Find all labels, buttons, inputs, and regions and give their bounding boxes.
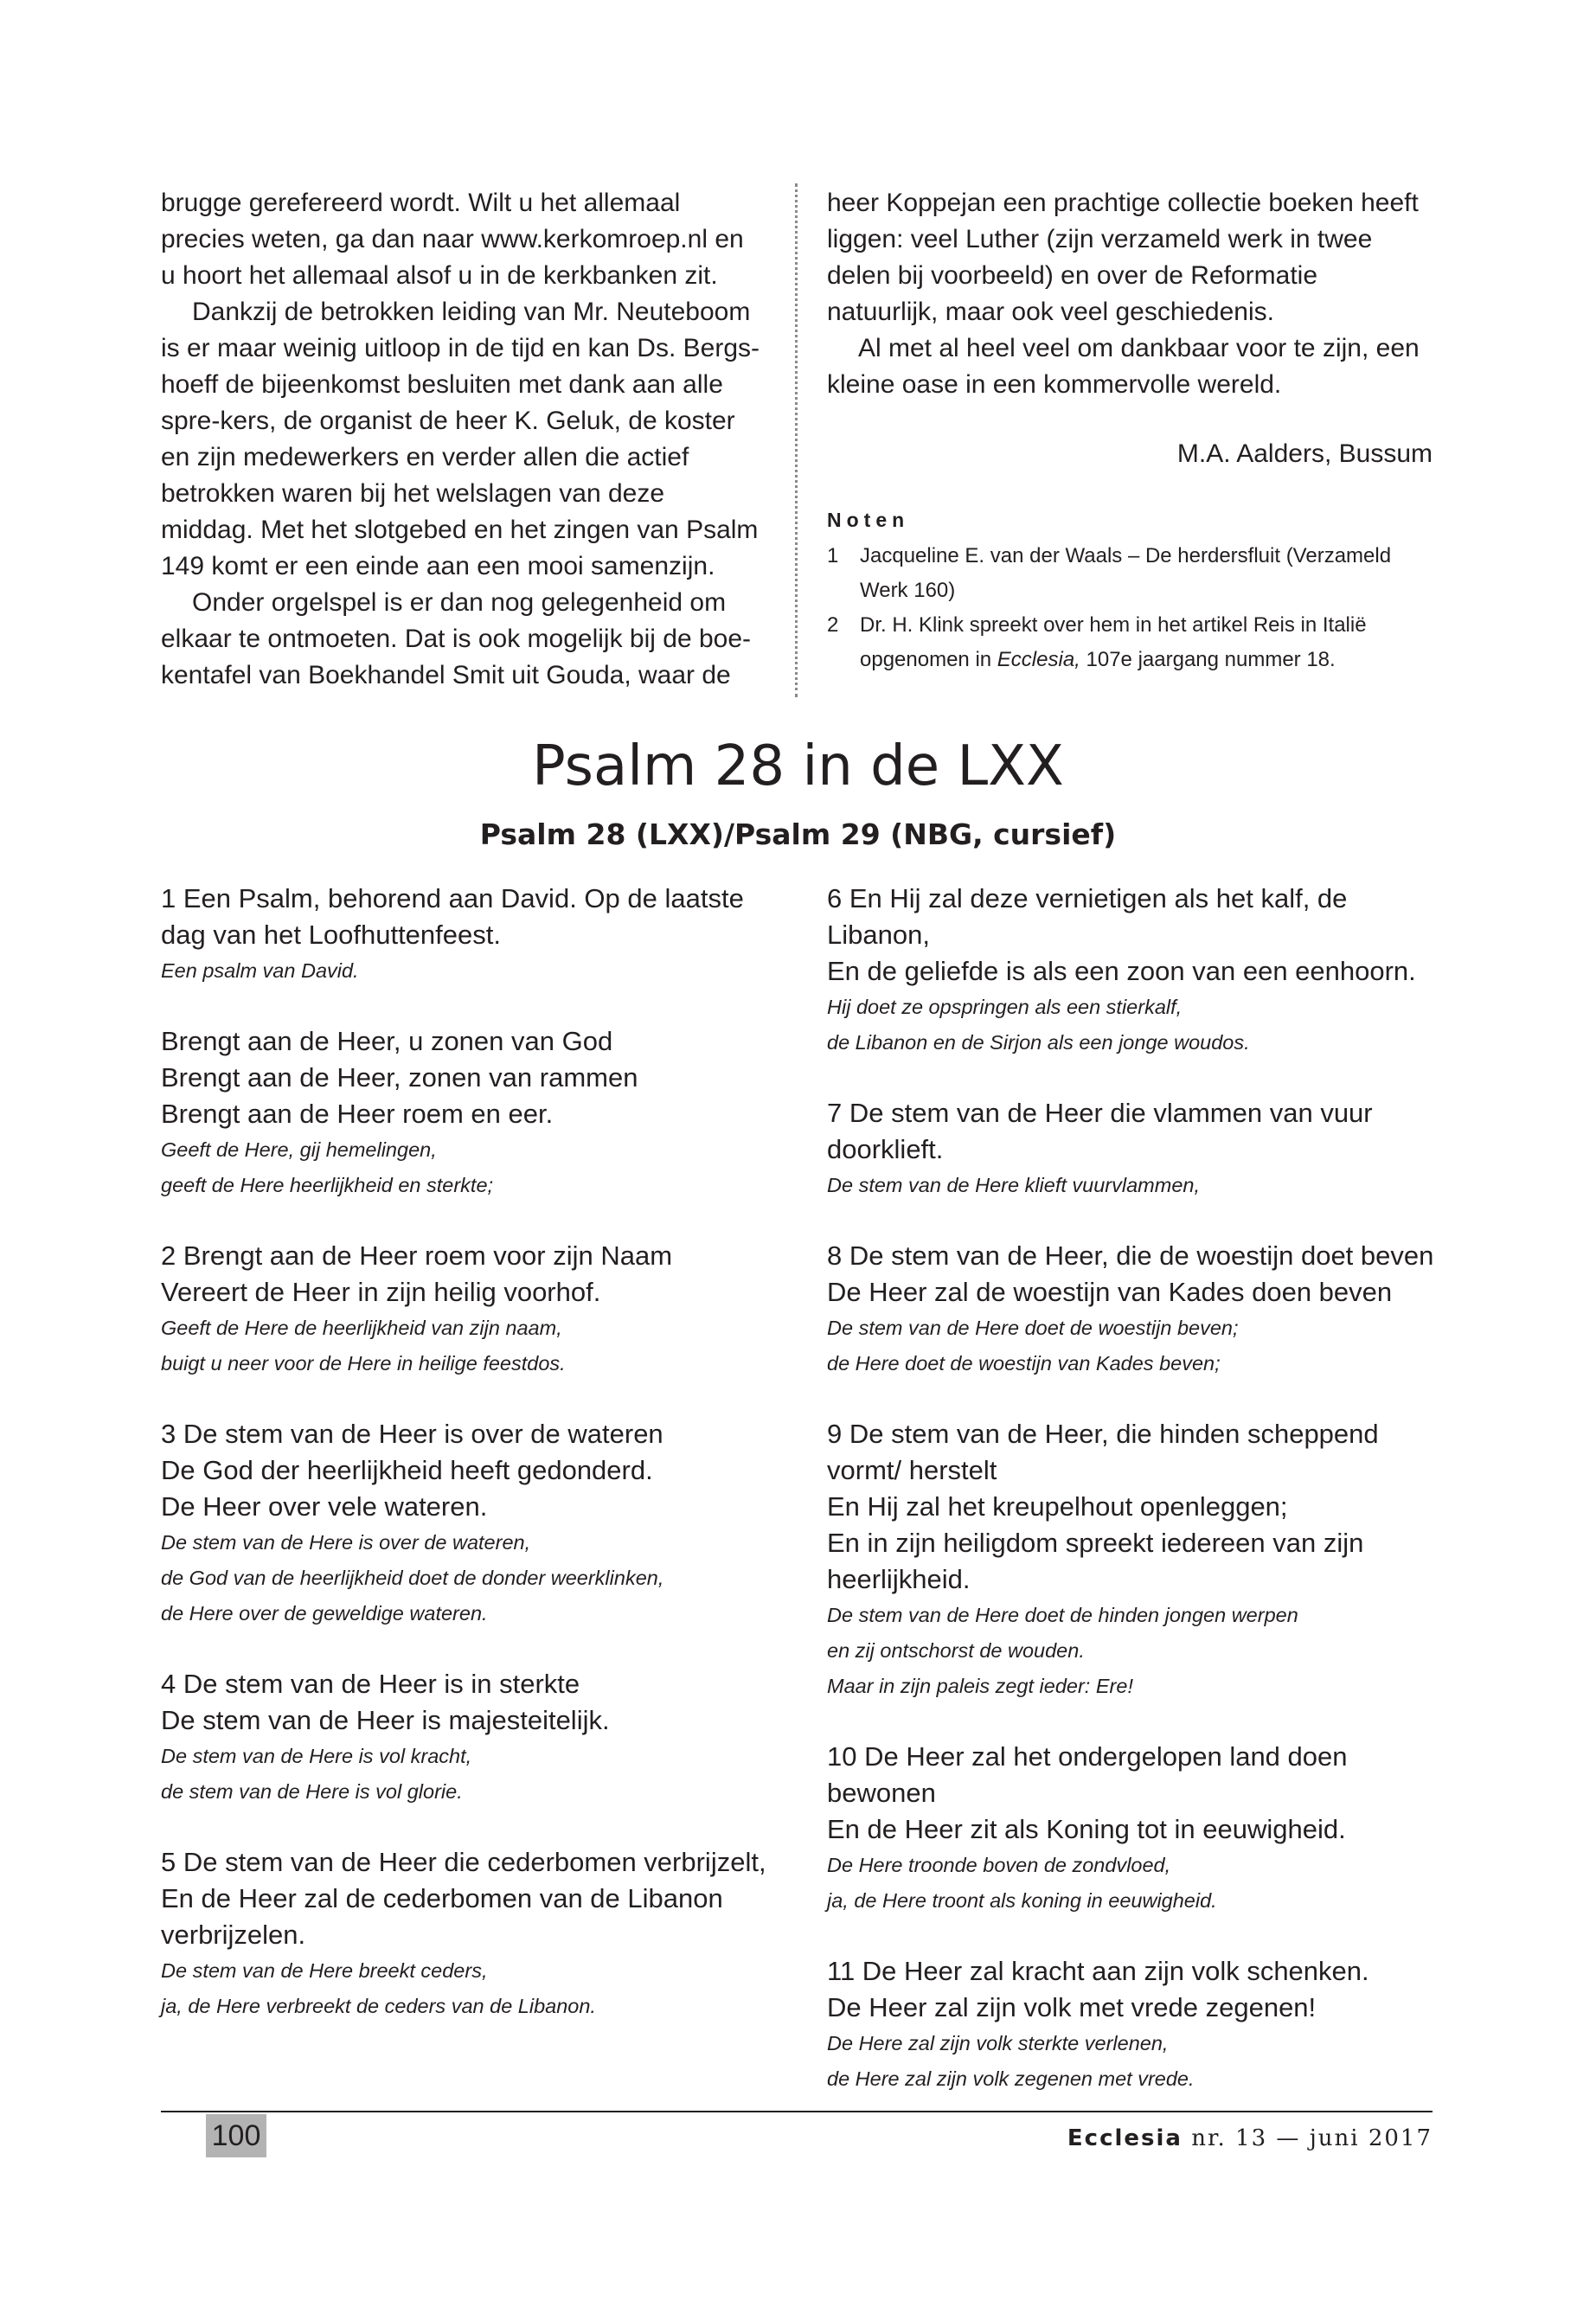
- verse-line: ja, de Here troont als koning in eeuwigheid.: [827, 1889, 1217, 1912]
- verse-line: En in zijn heiligdom spreekt iedereen van zijn heerlijkheid.: [827, 1528, 1364, 1594]
- verse-nbg-text: [827, 1848, 1443, 1919]
- verse-line: de Libanon en de Sirjon als een jonge woudos.: [827, 1031, 1250, 1054]
- footnote-journal: Ecclesia,: [997, 648, 1080, 671]
- verse-line: Een psalm van David.: [161, 959, 359, 982]
- verse-line: De stem van de Here doet de woestijn beven;: [827, 1317, 1239, 1339]
- footnote-text: [860, 608, 1433, 677]
- verse-line: De Heer over vele wateren.: [161, 1491, 488, 1522]
- footer-rule: [161, 2111, 1433, 2112]
- footer-issue: [1067, 2121, 1433, 2156]
- footer-journal: Ecclesia: [1067, 2125, 1183, 2151]
- verse-lxx-text: [827, 1416, 1443, 1598]
- verse-nbg-text: [161, 1311, 777, 1381]
- article-paragraph: brugge gerefereerd wordt. Wilt u het allemaal precies weten, ga dan naar www.kerkomroep.nl en u hoort het allemaal alsof u in de kerkbanken zit.: [161, 189, 744, 290]
- verse-line: 5 De stem van de Heer die cederbomen verbrijzelt,: [161, 1847, 766, 1877]
- verse-line: De Here zal zijn volk sterkte verlenen,: [827, 2032, 1169, 2054]
- verse-line: Brengt aan de Heer roem en eer.: [161, 1099, 554, 1129]
- verse-line: de God van de heerlijkheid doet de donder weerklinken,: [161, 1567, 664, 1589]
- footer-issue-number: nr. 13 — juni 2017: [1191, 2125, 1433, 2151]
- verse-line: De stem van de Here is over de wateren,: [161, 1531, 531, 1554]
- article-paragraph: Dankzij de betrokken leiding van Mr. Neuteboom is er maar weinig uitloop in de tijd en kan Ds. Bergs-hoeff de bijeenkomst besluiten met dank aan alle spre-kers, de organist de heer K. Geluk, de koster en zijn medewerkers en verder allen die actief betrokken waren bij het welslagen van deze middag. Met het slotgebed en het zingen van Psalm 149 komt er een einde aan een mooi samenzijn.: [161, 298, 760, 580]
- article-paragraph: Onder orgelspel is er dan nog gelegenheid om elkaar te ontmoeten. Dat is ook mogelijk bij de boe-kentafel van Boekhandel Smit uit Gouda, waar de: [161, 588, 752, 689]
- psalm-verse: [161, 1238, 777, 1381]
- verse-line: Brengt aan de Heer, u zonen van God: [161, 1026, 613, 1056]
- footnote-text-after: 107e jaargang nummer 18.: [1080, 648, 1336, 671]
- verse-line: De stem van de Heer is majesteitelijk.: [161, 1705, 610, 1735]
- page-number: 100: [206, 2114, 266, 2157]
- verse-nbg-text: [827, 1168, 1443, 1203]
- verse-lxx-text: [827, 1095, 1443, 1168]
- verse-nbg-text: [827, 1598, 1443, 1704]
- verse-line: De stem van de Here breekt ceders,: [161, 1959, 488, 1982]
- psalm-verse: [161, 1416, 777, 1631]
- verse-line: 3 De stem van de Heer is over de wateren: [161, 1419, 663, 1449]
- verse-line: De stem van de Here doet de hinden jongen werpen: [827, 1604, 1298, 1626]
- verse-line: Vereert de Heer in zijn heilig voorhof.: [161, 1277, 601, 1307]
- verse-line: de Here over de geweldige wateren.: [161, 1602, 488, 1625]
- verse-line: Hij doet ze opspringen als een stierkalf,: [827, 996, 1183, 1018]
- verse-lxx-text: [161, 1023, 777, 1132]
- psalm-left-column: [161, 881, 777, 2059]
- psalm-verse: [827, 1238, 1443, 1381]
- psalm-verse: [161, 1666, 777, 1810]
- psalm-verse: [827, 1416, 1443, 1704]
- verse-nbg-text: [161, 1739, 777, 1810]
- footnote-text: Jacqueline E. van der Waals – De herdersfluit (Verzameld Werk 160): [860, 544, 1392, 602]
- article-paragraph: Al met al heel veel om dankbaar voor te zijn, een kleine oase in een kommervolle wereld.: [827, 334, 1420, 399]
- verse-line: de Here zal zijn volk zegenen met vrede.: [827, 2067, 1195, 2090]
- verse-line: De Heer zal de woestijn van Kades doen beven: [827, 1277, 1393, 1307]
- verse-nbg-text: [161, 1953, 777, 2024]
- verse-lxx-text: [161, 1416, 777, 1525]
- verse-line: De Here troonde boven de zondvloed,: [827, 1854, 1171, 1876]
- notes-heading: Noten: [827, 509, 910, 531]
- verse-line: En de Heer zal de cederbomen van de Libanon verbrijzelen.: [161, 1883, 723, 1950]
- psalm-verse: [827, 1953, 1443, 2097]
- verse-line: En Hij zal het kreupelhout openleggen;: [827, 1491, 1288, 1522]
- verse-lxx-text: [827, 1238, 1443, 1311]
- verse-line: De stem van de Here is vol kracht,: [161, 1745, 472, 1767]
- verse-lxx-text: [161, 881, 777, 953]
- verse-nbg-text: [161, 953, 777, 989]
- verse-line: 10 De Heer zal het ondergelopen land doen bewonen: [827, 1741, 1348, 1808]
- verse-lxx-text: [161, 1666, 777, 1739]
- psalm-right-column: [827, 881, 1443, 2131]
- footnote-number: 1: [827, 544, 839, 567]
- article-paragraph: heer Koppejan een prachtige collectie boeken heeft liggen: veel Luther (zijn verzameld werk in twee delen bij voorbeeld) en over de Reformatie natuurlijk, maar ook veel geschiedenis.: [827, 189, 1419, 326]
- verse-line: 11 De Heer zal kracht aan zijn volk schenken.: [827, 1956, 1369, 1986]
- verse-line: De stem van de Here klieft vuurvlammen,: [827, 1174, 1200, 1196]
- verse-line: De Heer zal zijn volk met vrede zegenen!: [827, 1992, 1317, 2022]
- verse-line: Geeft de Here, gij hemelingen,: [161, 1138, 437, 1161]
- psalm-subtitle: Psalm 28 (LXX)/Psalm 29 (NBG, cursief): [479, 817, 1117, 851]
- verse-line: De God der heerlijkheid heeft gedonderd.: [161, 1455, 653, 1485]
- verse-lxx-text: [161, 1844, 777, 1953]
- article-right-column: [827, 185, 1433, 677]
- verse-line: de Here doet de woestijn van Kades beven;: [827, 1352, 1221, 1375]
- author-signature: M.A. Aalders, Bussum: [1176, 439, 1433, 468]
- psalm-verse: [827, 1739, 1443, 1919]
- verse-nbg-text: [161, 1132, 777, 1203]
- verse-nbg-text: [827, 990, 1443, 1061]
- verse-line: en zij ontschorst de wouden.: [827, 1639, 1085, 1662]
- footnote: [827, 608, 1433, 677]
- psalm-verse: [161, 1023, 777, 1203]
- verse-line: ja, de Here verbreekt de ceders van de Libanon.: [161, 1995, 596, 2017]
- verse-line: Geeft de Here de heerlijkheid van zijn naam,: [161, 1317, 562, 1339]
- verse-line: En de Heer zit als Koning tot in eeuwigheid.: [827, 1814, 1346, 1844]
- psalm-verse: [161, 1844, 777, 2024]
- article-left-column: [161, 185, 763, 694]
- verse-line: 1 Een Psalm, behorend aan David. Op de laatste dag van het Loofhuttenfeest.: [161, 883, 744, 950]
- psalm-title: Psalm 28 in de LXX: [532, 734, 1064, 798]
- column-divider: [795, 183, 798, 697]
- verse-nbg-text: [827, 2026, 1443, 2097]
- verse-line: de stem van de Here is vol glorie.: [161, 1780, 463, 1803]
- footnote-number: 2: [827, 613, 839, 637]
- verse-line: geeft de Here heerlijkheid en sterkte;: [161, 1174, 494, 1196]
- verse-line: 9 De stem van de Heer, die hinden scheppend vormt/ herstelt: [827, 1419, 1379, 1485]
- verse-line: 8 De stem van de Heer, die de woestijn doet beven: [827, 1240, 1434, 1271]
- verse-lxx-text: [827, 1953, 1443, 2026]
- verse-line: Brengt aan de Heer, zonen van rammen: [161, 1062, 638, 1093]
- psalm-verse: [827, 1095, 1443, 1203]
- verse-line: 2 Brengt aan de Heer roem voor zijn Naam: [161, 1240, 673, 1271]
- verse-line: En de geliefde is als een zoon van een eenhoorn.: [827, 956, 1416, 986]
- verse-line: 6 En Hij zal deze vernietigen als het kalf, de Libanon,: [827, 883, 1348, 950]
- psalm-verse: [827, 881, 1443, 1061]
- verse-line: Maar in zijn paleis zegt ieder: Ere!: [827, 1675, 1133, 1697]
- verse-line: 4 De stem van de Heer is in sterkte: [161, 1669, 580, 1699]
- verse-nbg-text: [161, 1525, 777, 1631]
- verse-lxx-text: [827, 881, 1443, 990]
- verse-line: buigt u neer voor de Here in heilige feestdos.: [161, 1352, 566, 1375]
- footnote: [827, 539, 1433, 608]
- verse-lxx-text: [161, 1238, 777, 1311]
- verse-line: 7 De stem van de Heer die vlammen van vuur doorklieft.: [827, 1098, 1373, 1164]
- psalm-verse: [161, 881, 777, 989]
- verse-lxx-text: [827, 1739, 1443, 1848]
- verse-nbg-text: [827, 1311, 1443, 1381]
- footnote-text-before: Dr. H. Klink spreekt over hem in het artikel Reis in Italië opgenomen in: [860, 613, 1367, 671]
